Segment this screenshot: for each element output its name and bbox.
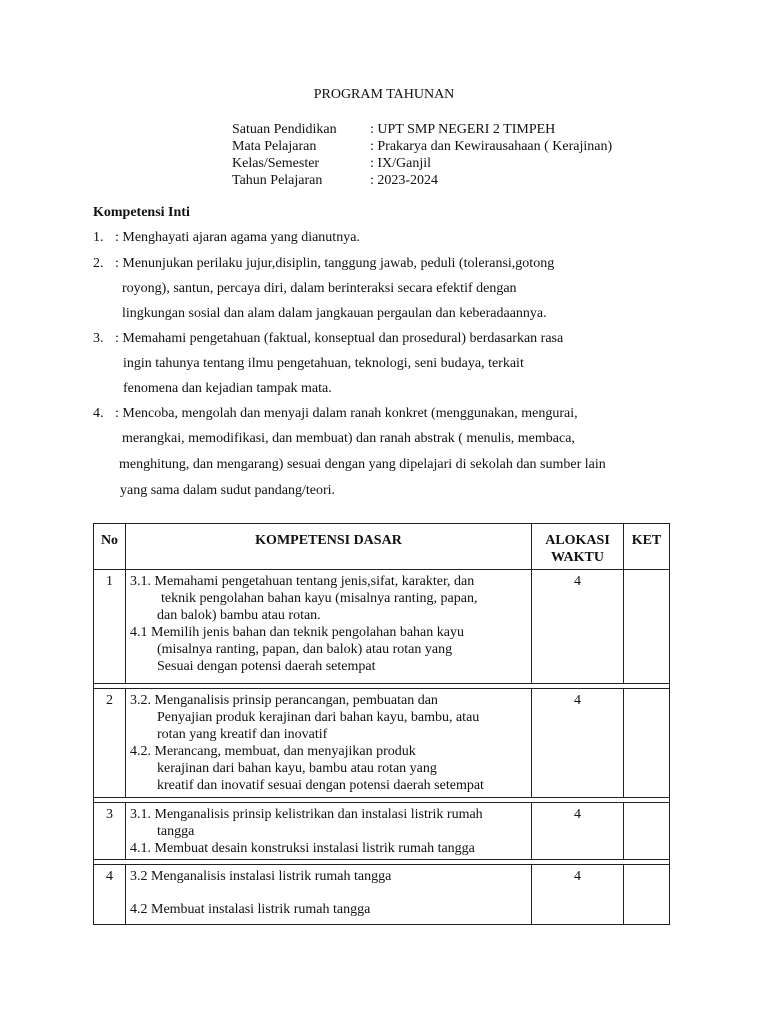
header-ket: KET [624,524,670,570]
kd-line: Sesuai dengan potensi daerah setempat [157,659,376,674]
meta-row-satuan [232,121,612,138]
kd-line: dan balok) bambu atau rotan. [157,608,321,623]
meta-label: Mata Pelajaran [232,139,317,154]
kd-line: (misalnya ranting, papan, dan balok) atau rotan yang [157,642,453,657]
alokasi-waktu-cell: 4 [532,803,624,860]
ket-cell [624,689,670,798]
header-no: No [94,524,126,570]
meta-label: Kelas/Semester [232,156,320,171]
ki-line: : Menghayati ajaran agama yang dianutnya. [115,230,360,245]
kompetensi-dasar-cell [126,865,532,925]
meta-row-mapel [232,138,612,155]
kd-line: kerajinan dari bahan kayu, bambu atau rotan yang [157,761,437,776]
kd-line: 3.1. Menganalisis prinsip kelistrikan dan instalasi listrik rumah [130,807,483,822]
ki-number: 1. [93,230,104,245]
kd-line: 4.1 Memilih jenis bahan dan teknik pengolahan bahan kayu [130,625,464,640]
ki-line: : Mencoba, mengolah dan menyaji dalam ranah konkret (menggunakan, mengurai, [115,406,578,421]
kd-line: kreatif dan inovatif sesuai dengan potensi daerah setempat [157,778,484,793]
kd-line: Penyajian produk kerajinan dari bahan kayu, bambu, atau [157,710,480,725]
kompetensi-dasar-cell [126,803,532,860]
table-header-row [94,524,670,570]
table-row [94,803,670,860]
ket-cell [624,803,670,860]
alokasi-waktu-cell: 4 [532,570,624,684]
meta-label: Tahun Pelajaran [232,173,323,188]
meta-row-tahun [232,172,612,189]
row-number: 1 [94,570,126,684]
header-kompetensi-dasar: KOMPETENSI DASAR [126,524,532,570]
kd-line: 3.2 Menganalisis instalasi listrik rumah tangga [130,869,392,884]
kompetensi-dasar-table [93,523,670,925]
kd-line: rotan yang kreatif dan inovatif [157,727,328,742]
ki-line: fenomena dan kejadian tampak mata. [123,381,332,396]
document-title: PROGRAM TAHUNAN [313,87,455,102]
ket-cell [624,865,670,925]
ki-line: merangkai, memodifikasi, dan membuat) dan ranah abstrak ( menulis, membaca, [122,431,575,446]
ki-line: ingin tahunya tentang ilmu pengetahuan, teknologi, seni budaya, terkait [123,356,524,371]
alokasi-waktu-cell: 4 [532,689,624,798]
table-row [94,570,670,684]
table-row [94,689,670,798]
meta-value: : 2023-2024 [370,173,439,188]
kd-line: 4.1. Membuat desain konstruksi instalasi listrik rumah tangga [130,841,475,856]
ki-number: 4. [93,406,104,421]
row-number: 4 [94,865,126,925]
ki-number: 3. [93,331,104,346]
ki-line: menghitung, dan mengarang) sesuai dengan yang dipelajari di sekolah dan sumber lain [119,457,606,472]
ki-line: lingkungan sosial dan alam dalam jangkauan pergaulan dan keberadaannya. [122,306,547,321]
ki-line: : Menunjukan perilaku jujur,disiplin, tanggung jawab, peduli (toleransi,gotong [115,256,555,271]
kd-line: 3.2. Menganalisis prinsip perancangan, pembuatan dan [130,693,438,708]
ki-line: : Memahami pengetahuan (faktual, konseptual dan prosedural) berdasarkan rasa [115,331,564,346]
kompetensi-inti-heading: Kompetensi Inti [93,205,190,220]
row-number: 2 [94,689,126,798]
ki-line: royong), santun, percaya diri, dalam berinteraksi secara efektif dengan [122,281,517,296]
meta-label: Satuan Pendidikan [232,122,337,137]
ki-line: yang sama dalam sudut pandang/teori. [120,483,335,498]
line-gap [130,885,527,901]
kompetensi-dasar-cell [126,689,532,798]
header-alokasi-waktu [532,524,624,570]
kd-line: tangga [157,824,195,839]
kompetensi-dasar-cell [126,570,532,684]
identity-block [232,121,612,189]
kd-line: teknik pengolahan bahan kayu (misalnya ranting, papan, [161,591,478,606]
meta-value: : IX/Ganjil [370,156,432,171]
ket-cell [624,570,670,684]
row-number: 3 [94,803,126,860]
meta-row-kelas [232,155,612,172]
ki-number: 2. [93,256,104,271]
kd-line: 4.2. Merancang, membuat, dan menyajikan produk [130,744,416,759]
header-waktu-line: WAKTU [551,550,604,565]
kd-line: 3.1. Memahami pengetahuan tentang jenis,sifat, karakter, dan [130,574,475,589]
meta-value: : Prakarya dan Kewirausahaan ( Kerajinan) [370,139,613,154]
meta-value: : UPT SMP NEGERI 2 TIMPEH [370,122,556,137]
header-alokasi-line: ALOKASI [545,533,610,548]
kd-line: 4.2 Membuat instalasi listrik rumah tangga [130,902,371,917]
alokasi-waktu-cell: 4 [532,865,624,925]
table-row [94,865,670,925]
